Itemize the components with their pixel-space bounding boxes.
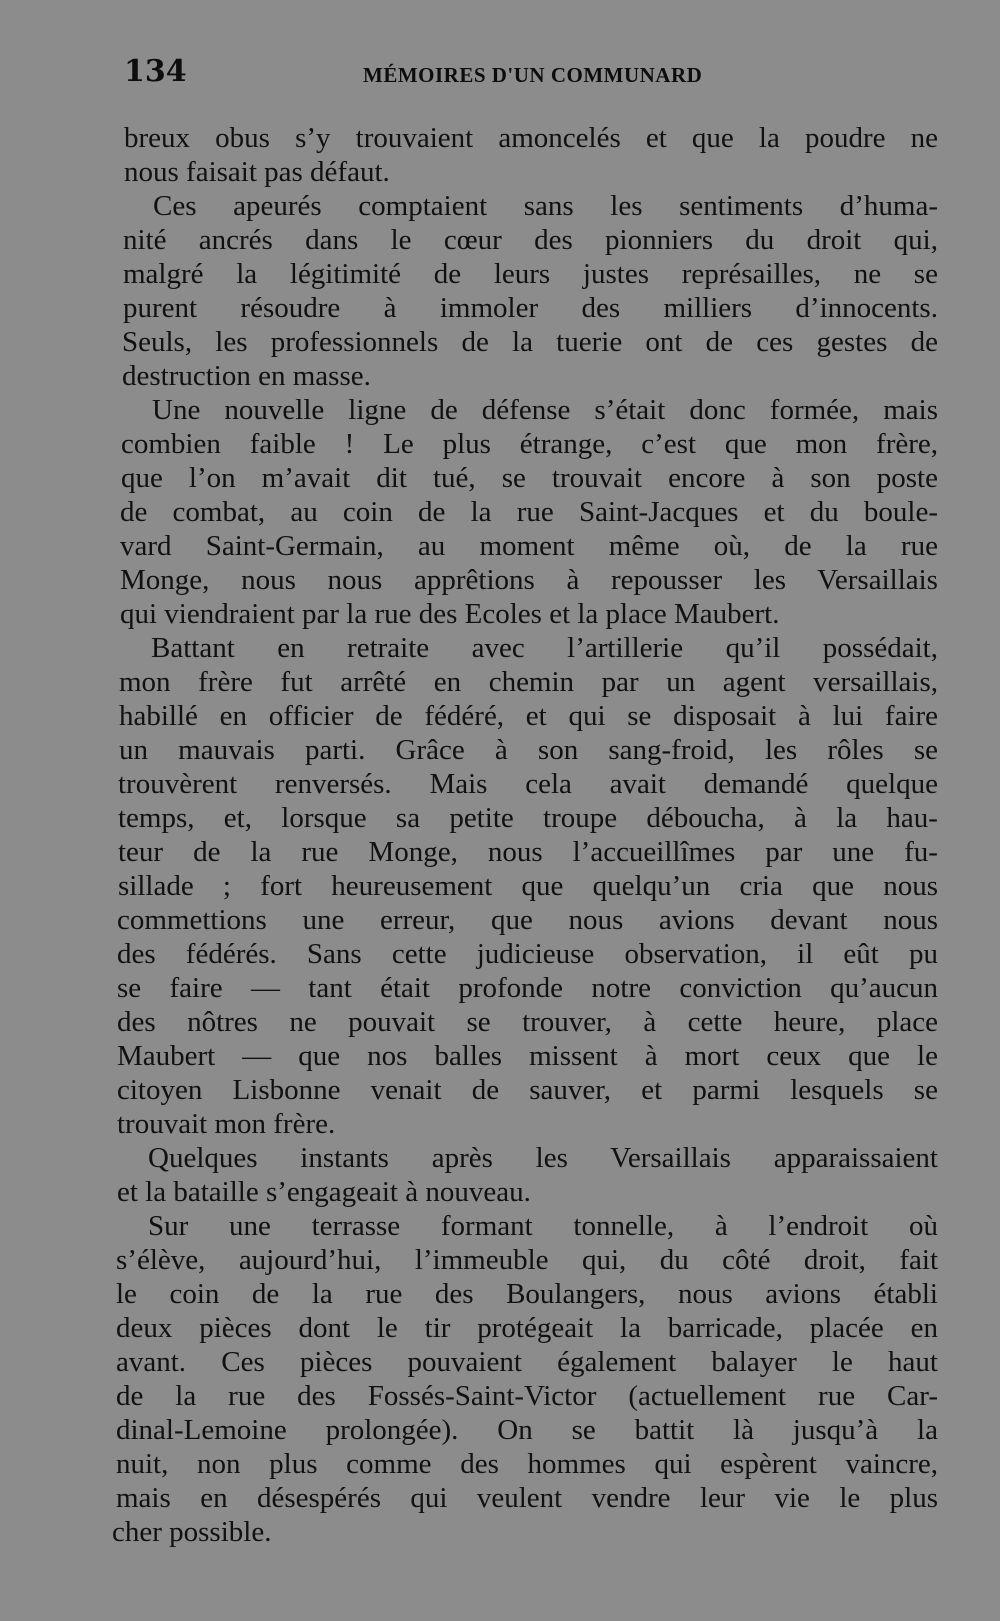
text-line <box>0 393 1000 427</box>
line-text: Sur une terrasse formant tonnelle, à l’endroit où <box>148 1210 939 1242</box>
line-text: se faire — tant était profonde notre conviction qu’aucun <box>117 972 938 1004</box>
text-line <box>0 1379 1000 1413</box>
text-line <box>0 869 1000 903</box>
line-text: combien faible ! Le plus étrange, c’est que mon frère, <box>121 428 939 460</box>
line-text: temps, et, lorsque sa petite troupe déboucha, à la hau- <box>118 802 938 834</box>
line-text: Seuls, les professionnels de la tuerie ont de ces gestes de <box>122 326 938 358</box>
line-text: mais en désespérés qui veulent vendre leur vie le plus <box>116 1482 939 1514</box>
text-line <box>0 155 1000 189</box>
line-text: qui viendraient par la rue des Ecoles et la place Maubert. <box>120 598 780 630</box>
line-text: des fédérés. Sans cette judicieuse observation, il eût pu <box>117 938 939 970</box>
text-line <box>0 325 1000 359</box>
line-text: trouvèrent renversés. Mais cela avait demandé quelque <box>118 768 938 800</box>
text-line <box>0 427 1000 461</box>
text-line <box>0 1175 1000 1209</box>
text-line <box>0 1005 1000 1039</box>
line-text: vard Saint-Germain, au moment même où, de la rue <box>120 530 938 562</box>
line-text: destruction en masse. <box>122 360 371 392</box>
text-line <box>0 1481 1000 1515</box>
line-text: de la rue des Fossés-Saint-Victor (actuellement rue Car- <box>116 1380 938 1412</box>
line-text: un mauvais parti. Grâce à son sang-froid, les rôles se <box>119 734 939 766</box>
line-text: s’élève, aujourd’hui, l’immeuble qui, du côté droit, fait <box>116 1244 939 1276</box>
line-text: cher possible. <box>112 1516 272 1548</box>
text-line <box>0 665 1000 699</box>
line-text: le coin de la rue des Boulangers, nous avions établi <box>116 1278 938 1310</box>
line-text: habillé en officier de fédéré, et qui se disposait à lui faire <box>119 700 939 732</box>
line-text: et la bataille s’engageait à nouveau. <box>117 1176 531 1208</box>
text-line <box>0 1413 1000 1447</box>
text-line <box>0 1073 1000 1107</box>
line-text: teur de la rue Monge, nous l’accueillîmes par une fu- <box>118 836 938 868</box>
text-line <box>0 1107 1000 1141</box>
line-text: sillade ; fort heureusement que quelqu’un cria que nous <box>118 870 939 902</box>
text-line <box>0 359 1000 393</box>
text-line <box>0 1515 1000 1549</box>
line-text: Monge, nous nous apprêtions à repousser les Versaillais <box>120 564 938 596</box>
text-line <box>0 1277 1000 1311</box>
text-line <box>0 1311 1000 1345</box>
line-text: de combat, au coin de la rue Saint-Jacques et du boule- <box>120 496 938 528</box>
text-line <box>0 733 1000 767</box>
line-text: purent résoudre à immoler des milliers d’innocents. <box>123 292 938 324</box>
text-line <box>0 767 1000 801</box>
text-line <box>0 971 1000 1005</box>
line-text: Maubert — que nos balles missent à mort ceux que le <box>117 1040 938 1072</box>
line-text: Ces apeurés comptaient sans les sentiments d’huma- <box>153 190 939 222</box>
text-line <box>0 189 1000 223</box>
line-text: nuit, non plus comme des hommes qui espèrent vaincre, <box>116 1448 939 1480</box>
line-text: breux obus s’y trouvaient amoncelés et que la poudre ne <box>124 122 939 154</box>
text-line <box>0 699 1000 733</box>
line-text: malgré la légitimité de leurs justes représailles, ne se <box>123 258 938 290</box>
line-text: Une nouvelle ligne de défense s’était donc formée, mais <box>152 394 939 426</box>
text-line <box>0 495 1000 529</box>
text-line <box>0 801 1000 835</box>
line-text: avant. Ces pièces pouvaient également balayer le haut <box>116 1346 938 1378</box>
text-line <box>0 1141 1000 1175</box>
text-line <box>0 529 1000 563</box>
line-text: deux pièces dont le tir protégeait la barricade, placée en <box>116 1312 938 1344</box>
line-text: nité ancrés dans le cœur des pionniers du droit qui, <box>123 224 938 256</box>
text-line <box>0 937 1000 971</box>
text-line <box>0 291 1000 325</box>
text-line <box>0 903 1000 937</box>
line-text: Quelques instants après les Versaillais apparaissaient <box>148 1142 938 1174</box>
text-line <box>0 1243 1000 1277</box>
running-title: MÉMOIRES D'UN COMMUNARD <box>363 63 703 87</box>
line-text: des nôtres ne pouvait se trouver, à cette heure, place <box>117 1006 938 1038</box>
text-line <box>0 1447 1000 1481</box>
line-text: trouvait mon frère. <box>117 1108 336 1140</box>
line-text: commettions une erreur, que nous avions devant nous <box>117 904 938 936</box>
text-line <box>0 1039 1000 1073</box>
text-line <box>0 223 1000 257</box>
text-line <box>0 121 1000 155</box>
text-line <box>0 631 1000 665</box>
line-text: mon frère fut arrêté en chemin par un agent versaillais, <box>119 666 938 698</box>
line-text: dinal-Lemoine prolongée). On se battit là jusqu’à la <box>116 1414 938 1446</box>
page-header <box>124 54 946 94</box>
text-line <box>0 597 1000 631</box>
text-line <box>0 257 1000 291</box>
text-line <box>0 1345 1000 1379</box>
line-text: que l’on m’avait dit tué, se trouvait encore à son poste <box>121 462 938 494</box>
text-line <box>0 563 1000 597</box>
page-number: 134 <box>124 54 187 89</box>
line-text: nous faisait pas défaut. <box>124 156 390 188</box>
text-line <box>0 1209 1000 1243</box>
line-text: Battant en retraite avec l’artillerie qu’il possédait, <box>151 632 938 664</box>
line-text: citoyen Lisbonne venait de sauver, et parmi lesquels se <box>117 1074 938 1106</box>
text-line <box>0 461 1000 495</box>
text-line <box>0 835 1000 869</box>
